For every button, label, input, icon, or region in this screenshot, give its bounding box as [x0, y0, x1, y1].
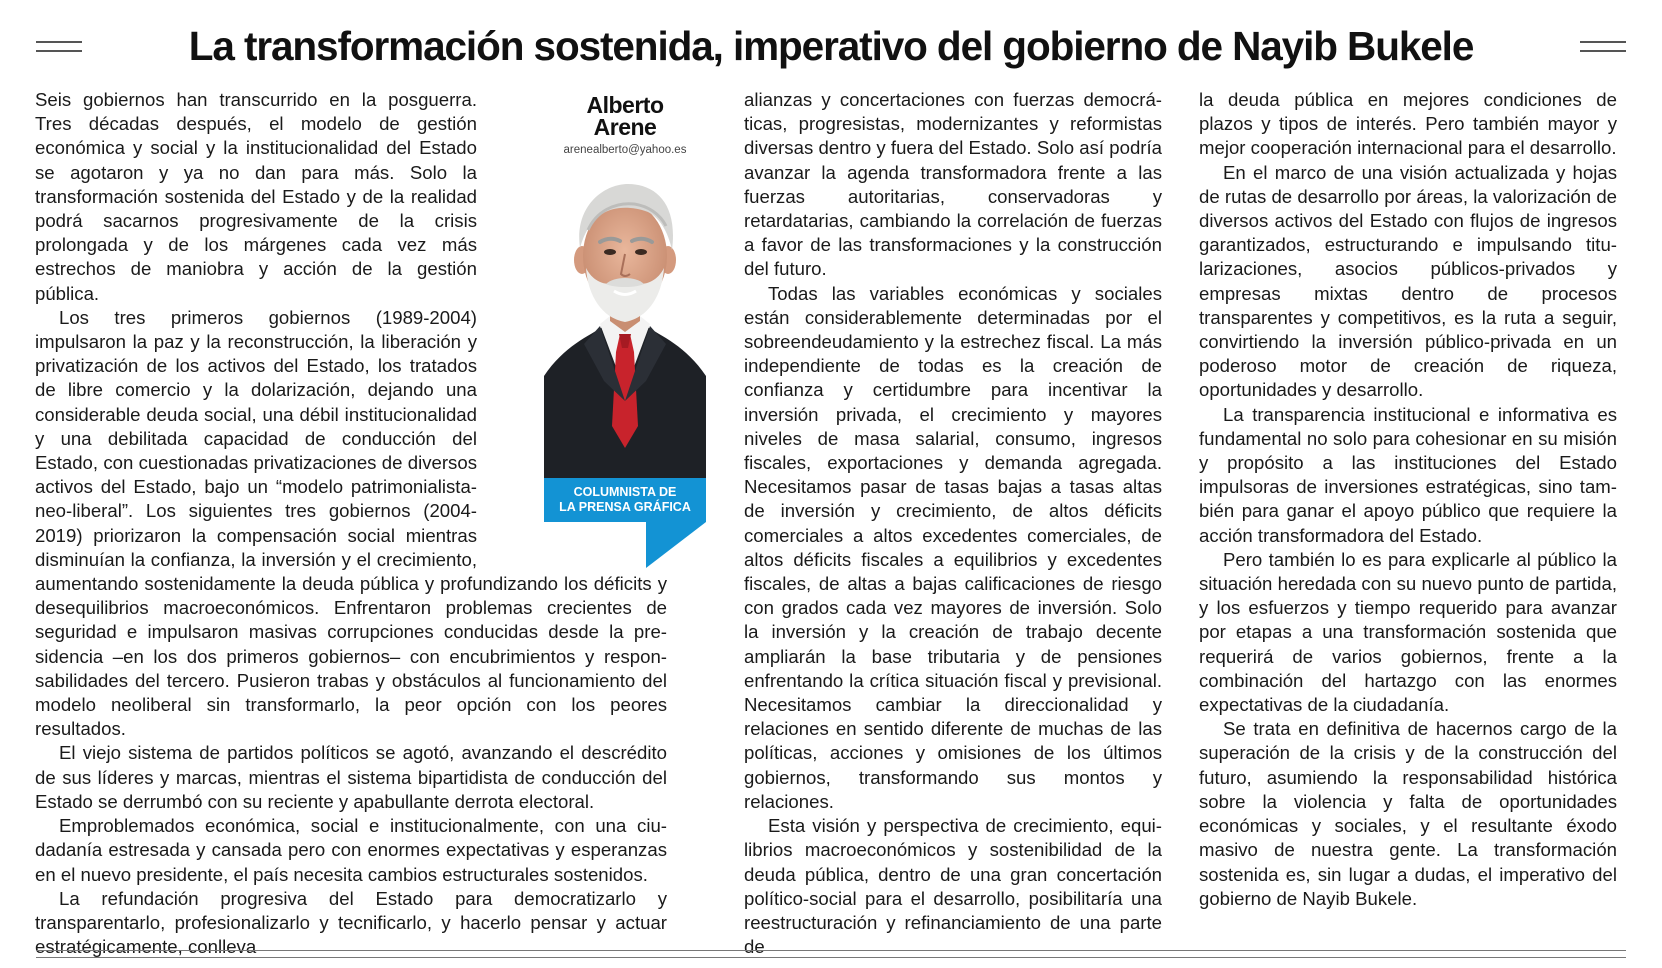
article-column-2 — [744, 88, 1162, 959]
column-3-paragraph: la deuda pública en mejores condiciones de plazos y tipos de interés. Pero también mayor y mejor cooperación internacional para el desarrollo. — [1199, 89, 1617, 159]
article-headline: La transformación sostenida, imperativo del gobierno de Nayib Bukele — [188, 22, 1474, 69]
columnist-badge-line1: COLUMNISTA DE — [573, 485, 677, 499]
column-1-paragraph: El viejo sistema de partidos políticos se agotó, avanzando el descrédito de sus líderes y marcas, mientras el sistema bipartidista de conducción del Estado se derrumbó con su reciente y apabullante derrota electoral. — [35, 742, 667, 812]
column-1-paragraph: Los tres primeros gobiernos (1989-2004) impulsaron la paz y la reconstrucción, la liberación y privatización de los activos del Estado, los tratados de libre comercio y la dolarización, dejando una considerable deuda social, una débil institucionalidad y una debilitada capacidad de conducción del Estado, con cuestionadas privatizaciones de diversos activos del Estado, bajo un “modelo patrimonialista-neo-liberal”. Los siguientes tres gobiernos (2004-2019) priorizaron la compensación social mientras disminuían la confianza, la inversión y el crecimiento, aumentando sostenidamente la deuda pública y profundizando los déficits y desequilibrios macroeconómicos. Enfrentaron problemas crecientes de seguridad e impulsaron masivas corrupciones conducidas desde la presidencia –en los dos primeros gobiernos– con encubrimientos y responsabilidades del tercero. Pusieron trabas y obstáculos al funcionamiento del modelo neoliberal sin transformarlo, la peor opción con los peores resultados. — [35, 306, 667, 740]
column-2-paragraph: alianzas y concertaciones con fuerzas democráticas, progresistas, modernizantes y reformistas diversas dentro y fuera del Estado. Solo así podría avanzar la agenda transformadora frente a las fuerzas autoritarias, conservadoras y retardatarias, cambiando la correlación de fuerzas a favor de las transformaciones y la construcción del futuro. — [744, 89, 1162, 280]
author-last-name: Arene — [593, 114, 657, 140]
author-email: arenealberto@yahoo.es — [563, 144, 687, 156]
article-column-3 — [1199, 88, 1617, 911]
column-2-paragraph: Esta visión y perspectiva de crecimiento, equilibrios macroeconómicos y sostenibilidad de la deuda pública, dentro de una gran concertación político-social para el desarrollo, posibilitaría una reestructuración y refinanciamiento de una parte de — [744, 815, 1162, 958]
headline-left-rule — [36, 41, 82, 52]
column-2-paragraph: Todas las variables económicas y sociales están considerablemente determinadas por el sobreendeudamiento y la estrechez fiscal. La más independiente de todas es la creación de confianza y certidumbre para incentivar la inversión privada, el crecimiento y mayores niveles de masa salarial, consumo, ingresos fiscales, exportaciones y demanda agregada. Necesitamos pasar de tasas bajas a tasas altas de inversión y crecimiento, de altos déficits comerciales a altos excedentes comerciales, de altos déficits fiscales a equilibrios y excedentes fiscales, de altas a bajas calificaciones de riesgo con grados cada vez mayores de inversión. Solo la inversión y la creación de trabajo decente ampliarán la base tributaria y de pensiones enfrentando la crítica situación fiscal y previsional. Necesitamos cambiar la direccionalidad y relaciones en sentido diferente de muchas de las políticas, acciones y omisiones de los últimos gobiernos, transformando sus montos y relaciones. — [744, 282, 1162, 812]
headline-right-rule — [1580, 41, 1626, 52]
column-1-paragraph: Seis gobiernos han transcurrido en la posguerra. Tres décadas después, el modelo de gestión económica y social y la institucionalidad del Estado se agotaron y ya no dan para más. Solo la transformación sostenida del Estado y de la realidad podrá sacarnos progresivamente de la crisis prolongada y de los márgenes cada vez más estrechos de maniobra y acción de la gestión pública. — [35, 89, 477, 304]
author-box-spacer — [477, 88, 667, 558]
column-1-paragraph: Emproblemados económica, social e institucionalmente, con una ciudadanía estresada y cansada pero con enormes expectativas y esperanzas en el nuevo presidente, el país necesita cambios estructurales sostenidos. — [35, 815, 667, 885]
columnist-badge-line2: LA PRENSA GRÁFICA — [559, 500, 691, 514]
column-3-paragraph: En el marco de una visión actualizada y hojas de rutas de desarrollo por áreas, la valorización de diversos activos del Estado con flujos de ingresos garantizados, estructurando e impulsando titularizaciones, asocios públicos-privados y empresas mixtas dentro de procesos transparentes y competitivos, es la ruta a seguir, convirtiendo la inversión público-privada en un poderoso motor de creación de riqueza, oportunidades y desarrollo. — [1199, 161, 1617, 401]
column-1-paragraph: La refundación progresiva del Estado para democratizarlo y transparentarlo, profesionalizarlo y tecnificarlo, y hacerlo pensar y actuar estratégicamente, conlleva — [35, 887, 667, 958]
headline-row — [36, 18, 1626, 74]
column-3-paragraph: Pero también lo es para explicarle al público la situación heredada con su nuevo punto de partida, y los esfuerzos y tiempo requerido para avanzar por etapas a una transformación sostenida que requerirá de varios gobiernos, frente a la combinación del hartazgo con las enormes expectativas de la ciudadanía. — [1199, 548, 1617, 716]
column-3-paragraph: La transparencia institucional e informativa es fundamental no solo para cohesionar en su misión y propósito a las instituciones del Estado impulsoras de inversiones estratégicas, sino también para ganar el apoyo público que requiere la acción transformadora del Estado. — [1199, 403, 1617, 546]
author-first-name: Alberto — [586, 92, 664, 118]
column-3-paragraph: Se trata en definitiva de hacernos cargo de la superación de la crisis y de la construcción del futuro, asumiendo la responsabilidad histórica sobre la violencia y falta de oportunidades económicas y sociales, y el resultante éxodo masivo de nuestra gente. La transformación sostenida es, sin lugar a dudas, el imperativo del gobierno de Nayib Bukele. — [1199, 718, 1617, 909]
bottom-rule — [36, 950, 1626, 958]
article-column-1 — [35, 88, 667, 959]
